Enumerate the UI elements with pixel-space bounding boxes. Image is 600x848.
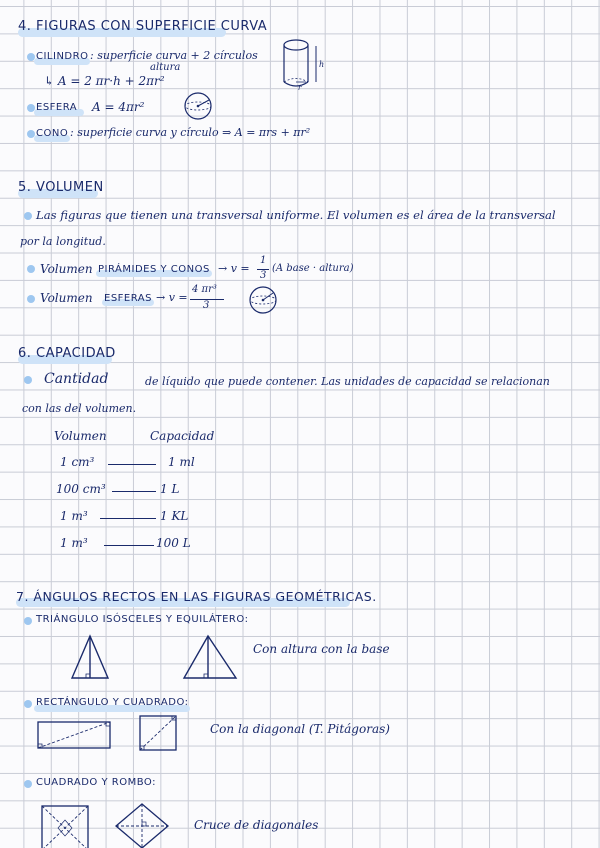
section-5-title: 5. VOLUMEN	[18, 180, 104, 195]
cylinder-drawing	[282, 38, 325, 94]
column-header-volumen: Volumen	[54, 429, 107, 443]
cilindro-formula: ↳ A = 2 πr·h + 2πr²	[44, 74, 165, 88]
volume-value: 100 cm³	[56, 482, 106, 496]
fraction-numerator: 4 πr³	[192, 284, 217, 295]
cono-description: : superficie curva y círculo ⇒ A = πrs + πr²	[70, 126, 311, 139]
rectangle-square-drawing	[36, 712, 186, 752]
column-header-capacidad: Capacidad	[150, 429, 215, 443]
equivalence-line	[112, 491, 156, 492]
cilindro-label: CILINDRO	[36, 51, 89, 62]
cuadrado-rombo-label: CUADRADO Y ROMBO:	[36, 777, 156, 788]
cylinder-radius-label: r	[298, 84, 302, 92]
arrow-v-equals: → v =	[218, 262, 250, 275]
volumen-word: Volumen	[40, 262, 93, 276]
volume-value: 1 m³	[60, 536, 88, 550]
capacity-value: 1 KL	[160, 509, 189, 523]
sphere-drawing	[183, 91, 213, 121]
triangulo-label: TRIÁNGULO ISÓSCELES Y EQUILÁTERO:	[36, 614, 249, 625]
bullet	[24, 212, 32, 220]
capacity-value: 100 L	[156, 536, 191, 550]
section-4-title: 4. FIGURAS CON SUPERFICIE CURVA	[18, 19, 268, 34]
bullet	[24, 617, 32, 625]
fraction-numerator: 1	[260, 255, 267, 266]
capacity-value: 1 ml	[168, 455, 195, 469]
equivalence-line	[100, 518, 156, 519]
volumen-paragraph-line-2: por la longitud.	[20, 235, 106, 248]
capacidad-paragraph-line-2: con las del volumen.	[22, 402, 137, 415]
bullet	[24, 700, 32, 708]
square-rhombus-drawing	[40, 802, 180, 848]
cuadrado-rombo-note: Cruce de diagonales	[194, 818, 319, 832]
capacidad-paragraph-line-1: de líquido que puede contener. Las unidades de capacidad se relacionan	[145, 375, 550, 388]
capacity-value: 1 L	[160, 482, 180, 496]
bullet	[24, 780, 32, 788]
volume-value: 1 m³	[60, 509, 88, 523]
esfera-label: ESFERA	[36, 102, 78, 113]
triangulo-note: Con altura con la base	[253, 642, 390, 656]
bullet	[27, 295, 35, 303]
cylinder-height-label: h	[319, 60, 325, 69]
rectangulo-label: RECTÁNGULO Y CUADRADO:	[36, 697, 189, 708]
base-altura-note: (A base · altura)	[272, 263, 354, 274]
section-7-title: 7. ÁNGULOS RECTOS EN LAS FIGURAS GEOMÉTRICAS.	[16, 589, 377, 604]
bullet	[27, 265, 35, 273]
cantidad-word: Cantidad	[44, 371, 109, 387]
arrow-v-equals: → v =	[156, 291, 188, 304]
equivalence-line	[108, 464, 156, 465]
volume-value: 1 cm³	[60, 455, 95, 469]
fraction-denominator: 3	[203, 300, 210, 311]
fraction-denominator: 3	[260, 270, 267, 281]
altura-note: altura	[150, 62, 181, 73]
equivalence-line	[104, 545, 154, 546]
bullet	[24, 376, 32, 384]
esfera-formula: A = 4πr²	[92, 100, 145, 114]
triangles-drawing	[70, 634, 250, 682]
cono-label: CONO	[36, 128, 69, 139]
rectangulo-note: Con la diagonal (T. Pitágoras)	[210, 722, 390, 736]
volumen-paragraph-line-1: Las figuras que tienen una transversal uniforme. El volumen es el área de la transversal	[36, 208, 556, 222]
piramides-conos-label: PIRÁMIDES Y CONOS	[98, 264, 210, 275]
sphere-drawing	[248, 285, 278, 315]
section-6-title: 6. CAPACIDAD	[18, 346, 116, 361]
esferas-label: ESFERAS	[104, 293, 152, 304]
cilindro-description: : superficie curva + 2 círculos	[90, 49, 258, 62]
volumen-word: Volumen	[40, 291, 93, 305]
